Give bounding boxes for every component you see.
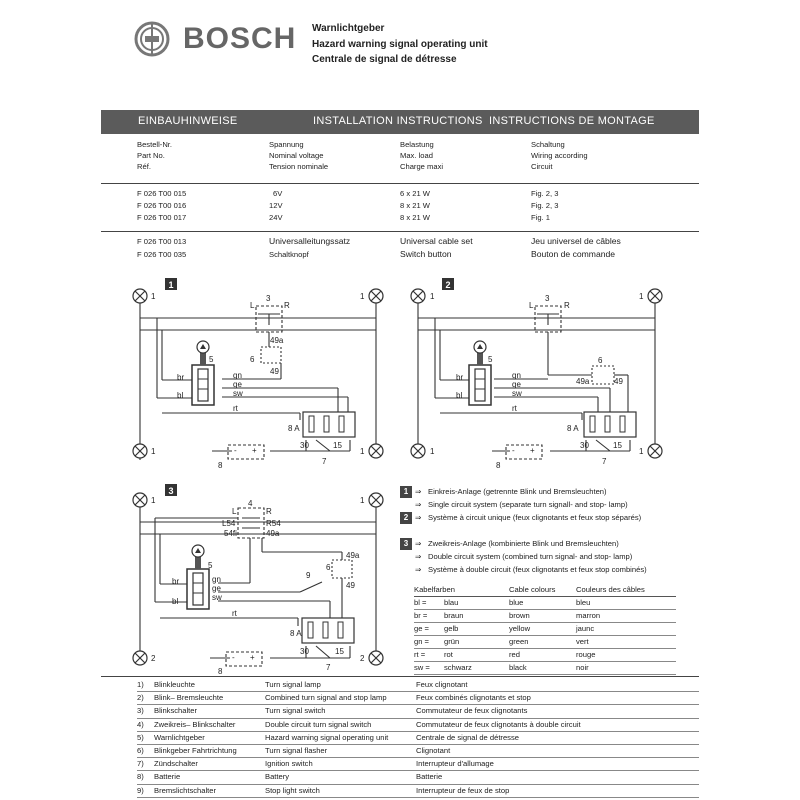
svg-text:49a: 49a — [576, 377, 590, 386]
svg-text:5: 5 — [208, 561, 213, 570]
svg-text:30: 30 — [300, 647, 309, 656]
svg-text:15: 15 — [613, 441, 622, 450]
parts-cell: Turn signal flasher — [265, 745, 328, 755]
legend-text: Einkreis-Anlage (getrennte Blink und Bremsleuchten) — [428, 487, 607, 496]
parts-cell: Warnlichtgeber — [154, 732, 205, 742]
parts-row — [137, 758, 699, 771]
fig1-lamp-icon — [369, 289, 383, 303]
arrow-icon: ⇒ — [415, 539, 422, 548]
svg-text:2: 2 — [360, 654, 365, 663]
spec-rows — [137, 188, 699, 224]
parts-cell: 4) — [137, 719, 144, 729]
svg-text:15: 15 — [333, 441, 342, 450]
svg-text:8: 8 — [496, 461, 501, 470]
colour-cell: sw = — [414, 663, 430, 672]
svg-text:ge: ge — [212, 584, 221, 593]
svg-text:4: 4 — [248, 499, 253, 508]
colour-cell: rouge — [576, 650, 596, 659]
title-en: Hazard warning signal operating unit — [312, 38, 488, 50]
colour-cell: yellow — [509, 624, 531, 633]
colour-row — [414, 636, 676, 649]
svg-text:gn: gn — [512, 371, 521, 380]
fig3-lamp-icon — [369, 493, 383, 507]
fig2-lamp-icon — [411, 444, 425, 458]
svg-text:ge: ge — [512, 380, 521, 389]
colour-cell: green — [509, 637, 529, 646]
colour-row — [414, 662, 676, 675]
colour-cell: blau — [444, 598, 459, 607]
divider — [101, 183, 699, 184]
parts-cell: Clignotant — [416, 745, 451, 755]
legend-badge: 3 — [400, 538, 412, 550]
svg-text:8: 8 — [218, 461, 223, 470]
title-de: Warnlichtgeber — [312, 23, 385, 34]
parts-cell: Centrale de signal de détresse — [416, 732, 520, 742]
svg-text:bl: bl — [172, 597, 179, 606]
svg-text:15: 15 — [335, 647, 344, 656]
accessory-row: F 026 T00 035 Schaltknopf Switch button Bouton de commande — [137, 249, 616, 259]
svg-text:+: + — [252, 446, 257, 455]
fig1-relay-box — [303, 412, 355, 437]
fig2-labels — [430, 292, 644, 470]
svg-text:1: 1 — [430, 447, 435, 456]
parts-cell: Zündschalter — [154, 759, 198, 769]
fig3-lamp-icon — [133, 651, 147, 665]
svg-text:30: 30 — [300, 441, 309, 450]
fig2-hazard-unit — [469, 341, 491, 405]
colour-cell: br = — [414, 611, 428, 620]
svg-text:gn: gn — [233, 371, 242, 380]
svg-text:R: R — [284, 301, 290, 310]
accessory-rows — [137, 236, 699, 262]
fig3-number: 3 — [168, 486, 174, 496]
svg-text:8 A: 8 A — [290, 629, 302, 638]
svg-text:bl: bl — [177, 391, 184, 400]
fig1-number: 1 — [168, 280, 174, 290]
parts-cell: 2) — [137, 693, 144, 703]
spec-head-col1: Bestell-Nr. Part No. Réf. — [137, 140, 173, 171]
svg-text:1: 1 — [151, 496, 156, 505]
colour-cell: bl = — [414, 598, 427, 607]
svg-text:7: 7 — [326, 663, 331, 672]
svg-text:L: L — [250, 301, 255, 310]
legend-badge: 2 — [400, 512, 412, 524]
spec-row: F 026 T00 017 24V 8 x 21 W Fig. 1 — [137, 213, 550, 222]
parts-row — [137, 692, 699, 705]
fig2-lamp-icon — [648, 289, 662, 303]
svg-text:9: 9 — [306, 571, 311, 580]
title-fr: Centrale de signal de détresse — [312, 54, 457, 65]
svg-text:br: br — [172, 577, 180, 586]
parts-row — [137, 732, 699, 745]
legend-text: Système à circuit unique (feux clignotants et feux stop séparés) — [428, 513, 642, 522]
svg-text:7: 7 — [322, 457, 327, 466]
fig3-relay-box — [302, 618, 354, 643]
svg-text:br: br — [177, 373, 185, 382]
svg-text:6: 6 — [598, 356, 603, 365]
parts-cell: Blinkgeber Fahrtrichtung — [154, 745, 237, 755]
spec-row: F 026 T00 016 12V 8 x 21 W Fig. 2, 3 — [137, 201, 559, 210]
parts-cell: Interrupteur de feux de stop — [416, 785, 510, 795]
parts-cell: 6) — [137, 745, 144, 755]
wiring-diagrams — [0, 270, 800, 680]
svg-text:L54: L54 — [222, 519, 236, 528]
svg-text:R54: R54 — [266, 519, 281, 528]
svg-text:L: L — [529, 301, 534, 310]
svg-text:49a: 49a — [266, 529, 280, 538]
svg-text:1: 1 — [639, 292, 644, 301]
band-fr: INSTRUCTIONS DE MONTAGE — [489, 115, 655, 127]
cable-colour-table — [414, 584, 676, 675]
parts-cell: Commutateur de feux clignotants à double circuit — [416, 719, 581, 729]
colour-cell: red — [509, 650, 520, 659]
parts-row — [137, 679, 699, 692]
arrow-icon: ⇒ — [415, 565, 422, 574]
arrow-icon: ⇒ — [415, 487, 422, 496]
parts-row — [137, 745, 699, 758]
svg-text:54fi: 54fi — [224, 529, 237, 538]
parts-row — [137, 705, 699, 718]
parts-cell: Combined turn signal and stop lamp — [265, 693, 387, 703]
parts-cell: Batterie — [416, 772, 443, 782]
document-titles — [312, 21, 488, 68]
colour-cell: jaunc — [576, 624, 595, 633]
divider — [101, 676, 699, 677]
spec-header — [137, 139, 699, 174]
svg-text:8 A: 8 A — [288, 424, 300, 433]
fig3-labels — [151, 496, 365, 676]
svg-text:1: 1 — [360, 447, 365, 456]
colour-table-header: Kabelfarben Cable colours Couleurs des câbles — [414, 584, 676, 597]
parts-cell: Interrupteur d'allumage — [416, 759, 494, 769]
parts-cell: Turn signal switch — [265, 706, 326, 716]
spec-head-col3: Belastung Max. load Charge maxi — [400, 140, 444, 171]
parts-cell: Feux clignotant — [416, 680, 468, 689]
spec-head-col2: Spannung Nominal voltage Tension nominale — [269, 140, 329, 171]
svg-text:8 A: 8 A — [567, 424, 579, 433]
parts-cell: Turn signal lamp — [265, 680, 321, 689]
parts-cell: Battery — [265, 772, 290, 782]
svg-text:L: L — [232, 507, 237, 516]
colour-cell: grün — [444, 637, 460, 646]
band-en: INSTALLATION INSTRUCTIONS — [313, 115, 483, 127]
colour-cell: noir — [576, 663, 589, 672]
arrow-icon: ⇒ — [415, 500, 422, 509]
colour-row — [414, 610, 676, 623]
brand-name: BOSCH — [183, 22, 297, 55]
colour-row — [414, 649, 676, 662]
colour-cell: rt = — [414, 650, 426, 659]
svg-text:2: 2 — [151, 654, 156, 663]
legend-text: Single circuit system (separate turn signall- and stop- lamp) — [428, 500, 628, 509]
accessory-row: F 026 T00 013 Universalleitungssatz Universal cable set Jeu universel de câbles — [137, 236, 621, 246]
parts-row — [137, 771, 699, 784]
parts-cell: 8) — [137, 772, 144, 782]
parts-cell: Ignition switch — [265, 759, 313, 769]
colour-cell: blue — [509, 598, 524, 607]
fig1-lamp-icon — [133, 289, 147, 303]
parts-row — [137, 785, 699, 798]
svg-text:1: 1 — [639, 447, 644, 456]
colour-cell: schwarz — [444, 663, 472, 672]
svg-text:3: 3 — [545, 294, 550, 303]
parts-cell: 3) — [137, 706, 144, 716]
section-band — [101, 110, 699, 134]
parts-cell: 5) — [137, 732, 144, 742]
parts-cell: Stop light switch — [265, 785, 320, 795]
svg-text:49: 49 — [270, 367, 279, 376]
arrow-icon: ⇒ — [415, 552, 422, 561]
colour-cell: braun — [444, 611, 464, 620]
colour-row — [414, 623, 676, 636]
parts-cell: Bremslichtschalter — [154, 785, 217, 795]
divider — [101, 231, 699, 232]
svg-text:1: 1 — [360, 496, 365, 505]
parts-cell: Feux combinés clignotants et stop — [416, 693, 531, 703]
fig3-hazard-unit — [187, 545, 209, 609]
svg-text:ge: ge — [233, 380, 242, 389]
svg-text:3: 3 — [266, 294, 271, 303]
parts-cell: Blinkleuchte — [154, 680, 195, 689]
arrow-icon: ⇒ — [415, 513, 422, 522]
legend-text: Système à double circuit (feux clignotants et feux stop combinés) — [428, 565, 647, 574]
colour-cell: brown — [509, 611, 530, 620]
colour-cell: rot — [444, 650, 453, 659]
svg-text:5: 5 — [488, 355, 493, 364]
svg-text:49: 49 — [346, 581, 355, 590]
svg-text:-: - — [234, 446, 237, 455]
legend-text: Zweikreis-Anlage (kombinierte Blink und Bremsleuchten) — [428, 539, 619, 548]
parts-list — [137, 679, 699, 798]
svg-text:6: 6 — [250, 355, 255, 364]
fig2-number: 2 — [445, 280, 451, 290]
legend-text: Double circuit system (combined turn signal- and stop- lamp) — [428, 552, 633, 561]
fig2-lamp-icon — [411, 289, 425, 303]
colour-cell: marron — [576, 611, 601, 620]
svg-text:sw: sw — [212, 593, 222, 602]
svg-text:1: 1 — [360, 292, 365, 301]
fig3-lamp-icon — [369, 651, 383, 665]
colour-cell: black — [509, 663, 527, 672]
parts-row — [137, 719, 699, 732]
fig1-lamp-icon — [369, 444, 383, 458]
bosch-logo-icon — [133, 20, 171, 58]
svg-text:sw: sw — [512, 389, 522, 398]
svg-text:R: R — [266, 507, 272, 516]
svg-text:1: 1 — [151, 447, 156, 456]
spec-row: F 026 T00 015 6V 6 x 21 W Fig. 2, 3 — [137, 189, 559, 198]
svg-text:+: + — [530, 446, 535, 455]
parts-cell: Zweikreis– Blinkschalter — [154, 719, 236, 729]
parts-cell: 9) — [137, 785, 144, 795]
band-de: EINBAUHINWEISE — [138, 115, 238, 127]
svg-text:br: br — [456, 373, 464, 382]
colour-cell: gelb — [444, 624, 459, 633]
fig3-lamp-icon — [133, 493, 147, 507]
parts-cell: Blink– Bremsleuchte — [154, 693, 224, 703]
svg-text:7: 7 — [602, 457, 607, 466]
svg-text:rt: rt — [233, 404, 238, 413]
legend-badge: 1 — [400, 486, 412, 498]
svg-text:49a: 49a — [270, 336, 284, 345]
spec-head-col4: Schaltung Wiring according Circuit — [531, 140, 588, 171]
svg-text:rt: rt — [512, 404, 517, 413]
parts-cell: Blinkschalter — [154, 706, 198, 716]
svg-text:-: - — [512, 446, 515, 455]
svg-text:R: R — [564, 301, 570, 310]
parts-cell: Commutateur de feux clignotants — [416, 706, 528, 716]
svg-text:5: 5 — [209, 355, 214, 364]
svg-text:8: 8 — [218, 667, 223, 676]
svg-text:49: 49 — [614, 377, 623, 386]
svg-text:1: 1 — [151, 292, 156, 301]
svg-text:6: 6 — [326, 563, 331, 572]
parts-cell: Hazard warning signal operating unit — [265, 732, 389, 742]
svg-text:sw: sw — [233, 389, 243, 398]
colour-cell: bleu — [576, 598, 591, 607]
svg-text:+: + — [250, 653, 255, 662]
svg-text:rt: rt — [232, 609, 237, 618]
fig1-labels — [151, 292, 365, 470]
fig2-relay-box — [584, 412, 636, 437]
svg-text:-: - — [232, 653, 235, 662]
fig2-lamp-icon — [648, 444, 662, 458]
svg-text:gn: gn — [212, 575, 221, 584]
parts-cell: 1) — [137, 680, 144, 689]
spec-table — [137, 139, 699, 174]
fig1-lamp-icon — [133, 444, 147, 458]
parts-cell: Batterie — [154, 772, 181, 782]
svg-text:30: 30 — [580, 441, 589, 450]
parts-cell: Double circuit turn signal switch — [265, 719, 372, 729]
svg-text:bl: bl — [456, 391, 463, 400]
fig1-hazard-unit — [192, 341, 214, 405]
svg-text:1: 1 — [430, 292, 435, 301]
colour-row — [414, 597, 676, 610]
svg-text:49a: 49a — [346, 551, 360, 560]
colour-cell: ge = — [414, 624, 429, 633]
colour-cell: gn = — [414, 637, 429, 646]
parts-cell: 7) — [137, 759, 144, 769]
colour-cell: vert — [576, 637, 589, 646]
